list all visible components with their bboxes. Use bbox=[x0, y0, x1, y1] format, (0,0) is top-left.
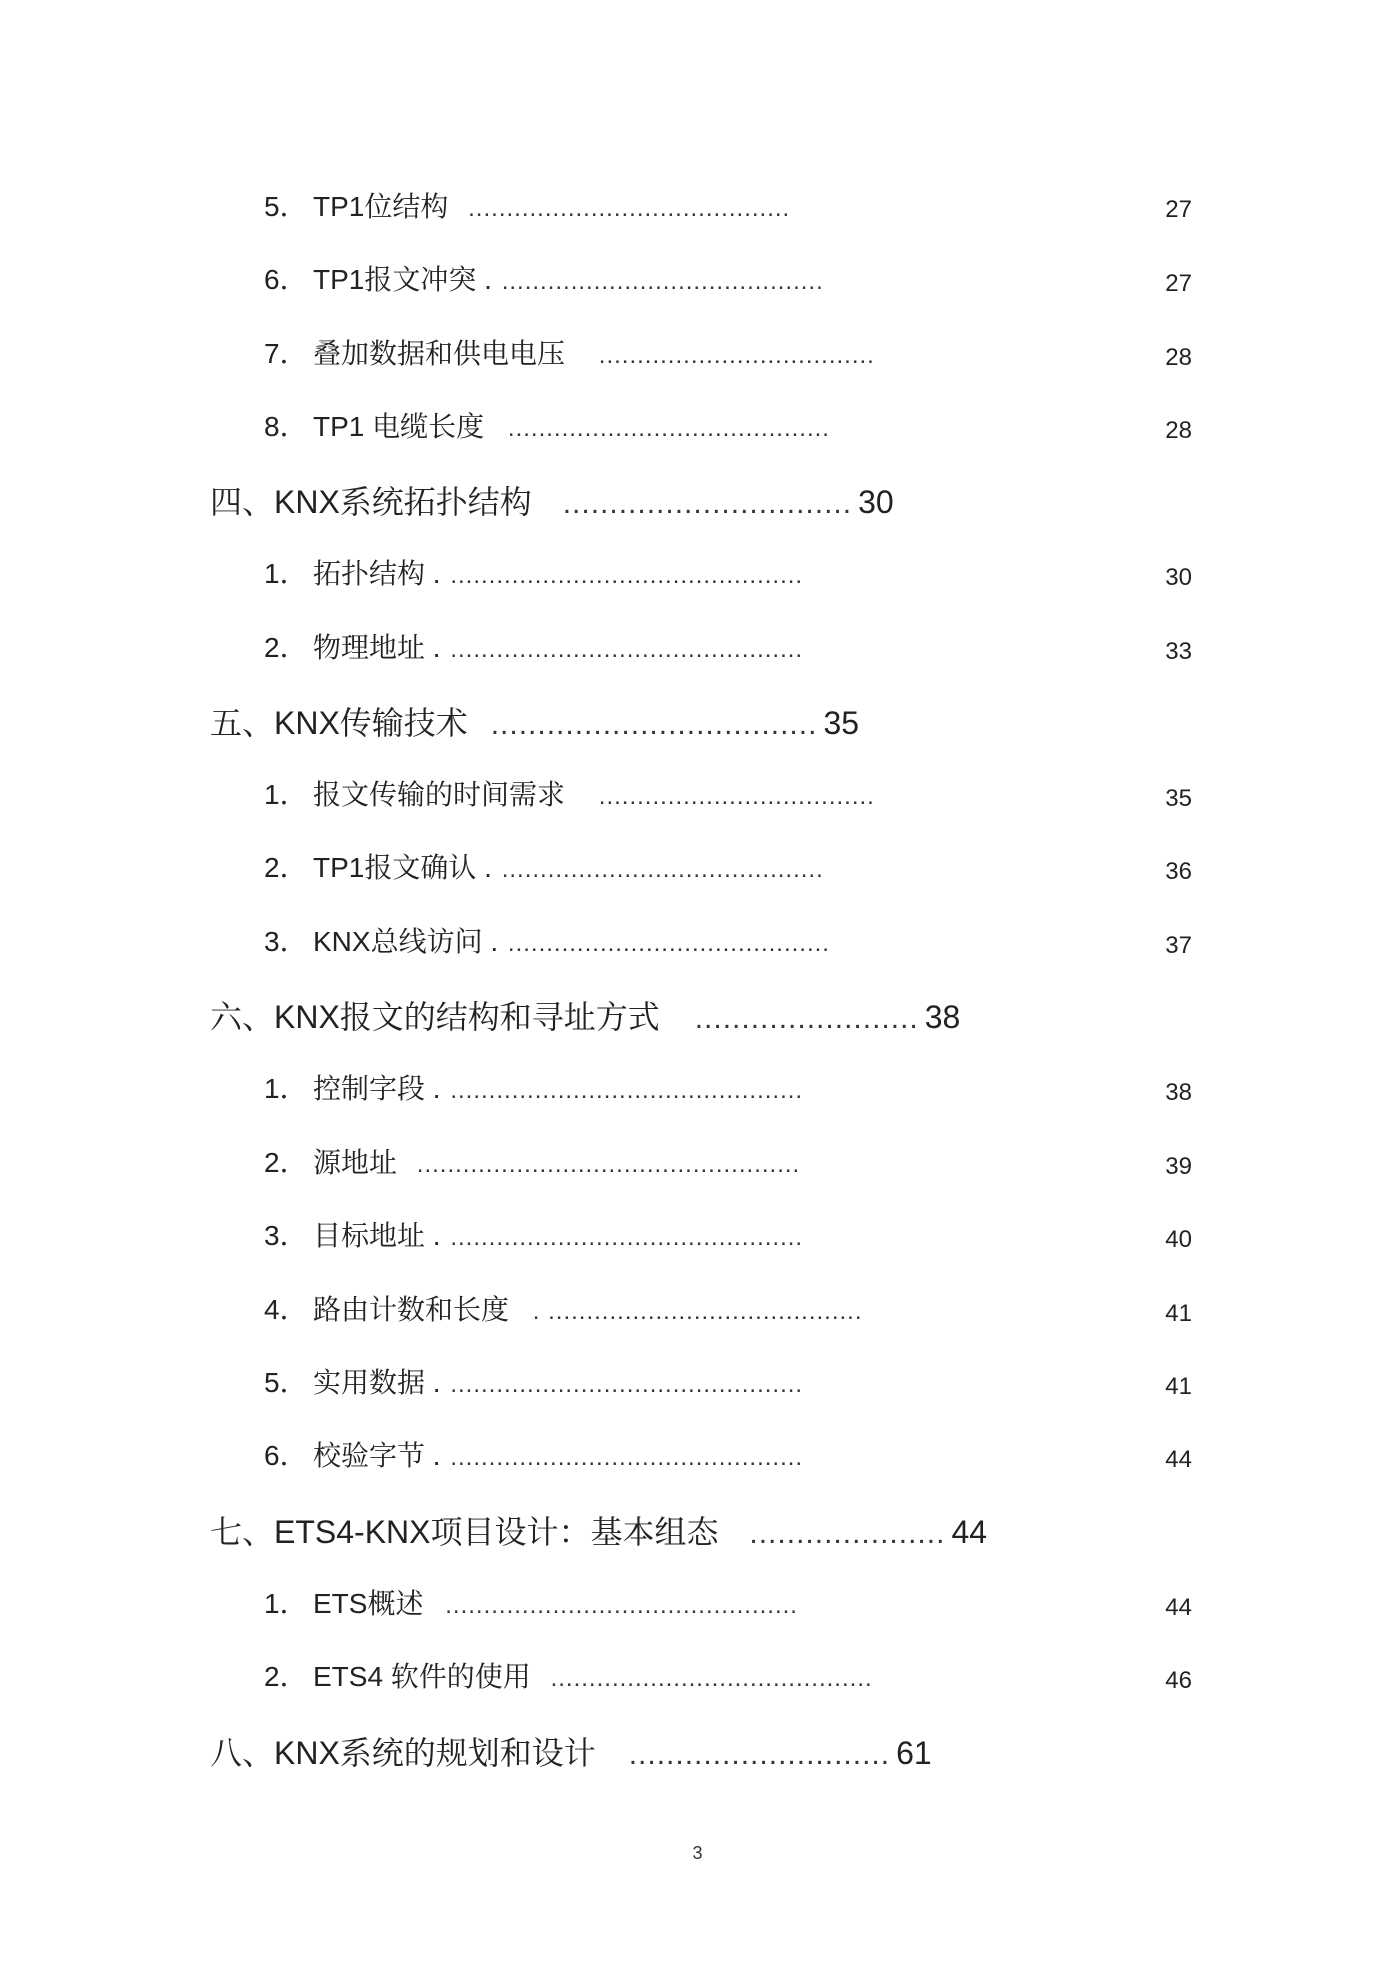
toc-leader-dots: .............................................. bbox=[450, 636, 804, 663]
toc-leader-dots: .................................................. bbox=[416, 1151, 801, 1178]
toc-entry-page: 36 bbox=[1165, 858, 1192, 885]
toc-entry-page: 40 bbox=[1165, 1226, 1192, 1253]
toc-entry-number: 6． bbox=[264, 1440, 308, 1471]
toc-entry bbox=[264, 1590, 798, 1618]
toc-entry bbox=[264, 634, 803, 662]
toc-entry bbox=[264, 1075, 803, 1103]
toc-entry-title: TP1报文冲突 . bbox=[313, 264, 492, 295]
toc-section bbox=[210, 486, 894, 519]
toc-entry-page: 37 bbox=[1165, 932, 1192, 959]
toc-entry-number: 7． bbox=[264, 338, 308, 369]
toc-leader-dots: .......................................... bbox=[501, 268, 824, 295]
toc-entry-title: ETS概述 bbox=[313, 1588, 424, 1619]
page-number: 3 bbox=[692, 1843, 703, 1863]
toc-section bbox=[210, 707, 859, 740]
toc-entry bbox=[264, 340, 875, 368]
toc-entry-title: 拓扑结构 . bbox=[313, 558, 441, 589]
toc-entry-title: 源地址 bbox=[313, 1147, 398, 1178]
toc-entry-number: 1． bbox=[264, 1588, 308, 1619]
toc-leader-dots: .............................................. bbox=[450, 562, 804, 589]
toc-entry-page: 28 bbox=[1165, 344, 1192, 371]
toc-leader-dots: ........................ bbox=[694, 1002, 919, 1035]
toc-entry bbox=[264, 193, 790, 221]
toc-leader-dots: .............................................. bbox=[450, 1077, 804, 1104]
toc-section-title: KNX报文的结构和寻址方式 bbox=[274, 999, 660, 1035]
toc-section-page: 61 bbox=[896, 1735, 932, 1771]
toc-leader-dots: .............................................. bbox=[450, 1444, 804, 1471]
toc-section-title: KNX传输技术 bbox=[274, 705, 468, 741]
toc-leader-dots: .......................................... bbox=[501, 856, 824, 883]
toc-entry-title: TP1 电缆长度 bbox=[313, 411, 485, 442]
toc-entry-number: 2． bbox=[264, 632, 308, 663]
toc-entry-page: 27 bbox=[1165, 196, 1192, 223]
toc-leader-dots: .......................................... bbox=[507, 930, 830, 957]
toc-section bbox=[210, 1001, 960, 1034]
toc-entry-page: 30 bbox=[1165, 564, 1192, 591]
toc-entry bbox=[264, 1149, 800, 1177]
toc-entry bbox=[264, 1296, 863, 1324]
toc-entry-title: 叠加数据和供电电压 bbox=[313, 338, 566, 369]
toc-entry bbox=[264, 928, 830, 956]
toc-entry-title: KNX总线访问 . bbox=[313, 926, 499, 957]
toc-entry bbox=[264, 413, 830, 441]
toc-entry-title: 物理地址 . bbox=[313, 632, 441, 663]
toc-entry-title: TP1报文确认 . bbox=[313, 852, 492, 883]
toc-entry-page: 44 bbox=[1165, 1446, 1192, 1473]
toc-entry-number: 4． bbox=[264, 1294, 308, 1325]
toc-section-page: 30 bbox=[858, 484, 894, 520]
toc-entry bbox=[264, 266, 824, 294]
toc-entry-number: 1． bbox=[264, 779, 308, 810]
toc-leader-dots: .......................................... bbox=[507, 415, 830, 442]
toc-entry-page: 41 bbox=[1165, 1373, 1192, 1400]
toc-entry-page: 33 bbox=[1165, 638, 1192, 665]
toc-entry-number: 2． bbox=[264, 1661, 308, 1692]
toc-entry-number: 6． bbox=[264, 264, 308, 295]
toc-entry-number: 1． bbox=[264, 1073, 308, 1104]
toc-leader-dots: .............................................. bbox=[445, 1592, 798, 1619]
toc-leader-dots: .................................... bbox=[598, 342, 875, 369]
toc-leader-dots: ............................ bbox=[628, 1738, 891, 1771]
toc-entry-number: 5． bbox=[264, 191, 308, 222]
toc-entry-title: 路由计数和长度 bbox=[313, 1294, 510, 1325]
toc-entry bbox=[264, 1222, 803, 1250]
toc-entry-number: 5． bbox=[264, 1367, 308, 1398]
toc-leader-dots: ................................... bbox=[490, 708, 818, 741]
toc-entry-title: 控制字段 . bbox=[313, 1073, 441, 1104]
toc-entry bbox=[264, 560, 803, 588]
toc-section-page: 38 bbox=[924, 999, 961, 1035]
toc-section-title: KNX系统拓扑结构 bbox=[274, 484, 532, 520]
toc-entry-page: 27 bbox=[1165, 270, 1192, 297]
toc-entry-number: 8． bbox=[264, 411, 308, 442]
toc-entry-page: 39 bbox=[1165, 1153, 1192, 1180]
toc-leader-dots: ..................... bbox=[749, 1517, 946, 1550]
toc-entry-number: 3． bbox=[264, 1220, 308, 1251]
toc-section-number: 八、 bbox=[210, 1735, 275, 1771]
toc-leader-dots: .................................... bbox=[598, 783, 875, 810]
toc-leader-dots: . ......................................... bbox=[532, 1298, 863, 1325]
toc-leader-dots: .......................................... bbox=[468, 195, 791, 222]
toc-section-number: 五、 bbox=[210, 705, 275, 741]
toc-entry bbox=[264, 1442, 803, 1470]
toc-leader-dots: .......................................... bbox=[550, 1665, 873, 1692]
toc-section-number: 六、 bbox=[210, 999, 275, 1035]
toc-entry-title: ETS4 软件的使用 bbox=[313, 1661, 531, 1692]
toc-section-page: 35 bbox=[823, 705, 860, 741]
toc-entry-page: 41 bbox=[1165, 1300, 1192, 1327]
toc-entry-page: 46 bbox=[1165, 1667, 1192, 1694]
toc-entry-page: 38 bbox=[1165, 1079, 1192, 1106]
toc-entry-number: 1． bbox=[264, 558, 308, 589]
toc-entry-page: 35 bbox=[1165, 785, 1192, 812]
toc-section-title: KNX系统的规划和设计 bbox=[274, 1735, 596, 1771]
toc-entry bbox=[264, 1369, 803, 1397]
toc-section-number: 七、 bbox=[210, 1514, 275, 1550]
toc-entry bbox=[264, 1663, 873, 1691]
toc-entry-number: 3． bbox=[264, 926, 308, 957]
toc-section-page: 44 bbox=[951, 1514, 988, 1550]
toc-entry-title: 实用数据 . bbox=[313, 1367, 441, 1398]
toc-leader-dots: ............................... bbox=[562, 487, 853, 520]
toc-entry-page: 44 bbox=[1165, 1594, 1192, 1621]
toc-entry-page: 28 bbox=[1165, 417, 1192, 444]
toc-entry-title: TP1位结构 bbox=[313, 191, 449, 222]
toc-leader-dots: .............................................. bbox=[450, 1371, 804, 1398]
toc-entry-number: 2． bbox=[264, 1147, 308, 1178]
toc-entry-title: 校验字节 . bbox=[313, 1440, 441, 1471]
toc-section-number: 四、 bbox=[210, 484, 275, 520]
toc-entry bbox=[264, 854, 824, 882]
toc-entry bbox=[264, 781, 875, 809]
toc-section bbox=[210, 1516, 987, 1549]
toc-section bbox=[210, 1737, 932, 1770]
toc-entry-title: 报文传输的时间需求 bbox=[313, 779, 566, 810]
toc-section-title: ETS4-KNX项目设计：基本组态 bbox=[274, 1514, 719, 1550]
toc-entry-number: 2． bbox=[264, 852, 308, 883]
toc-entry-title: 目标地址 . bbox=[313, 1220, 441, 1251]
toc-leader-dots: .............................................. bbox=[450, 1224, 804, 1251]
